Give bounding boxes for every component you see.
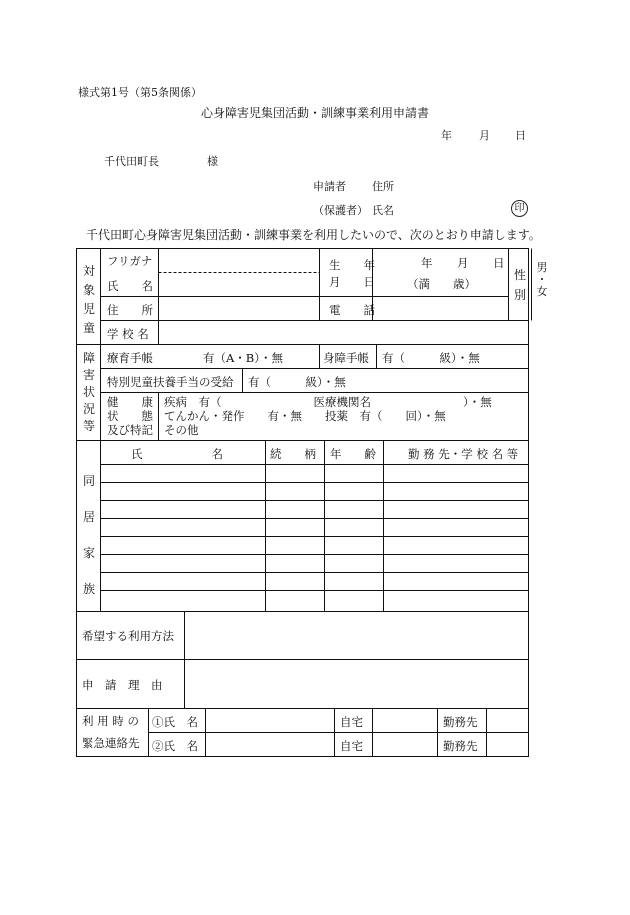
furigana-label: フリガナ [107, 254, 153, 268]
ryoiku-label: 療育手帳 [107, 351, 153, 365]
sex-label: 性 別 [513, 268, 526, 302]
emergency-label-1: 利 用 時 の [82, 714, 139, 728]
phone-label: 電 話 [329, 303, 375, 317]
form-number: 様式第1号（第5条関係） [78, 86, 202, 99]
birth-day: 日 [493, 256, 505, 270]
applicant-label: 申請者 [313, 180, 346, 193]
family-section-label: 同 居 家 族 [82, 474, 95, 596]
seal-mark: 印 [511, 200, 528, 217]
name-label: 氏名 [372, 204, 394, 217]
date-year-label: 年 [441, 129, 452, 142]
statement: 千代田町心身障害児集団活動・訓練事業を利用したいので、次のとおり申請します。 [86, 228, 541, 242]
child-section-label: 対 象 児 童 [82, 264, 95, 335]
reason-label: 申 請 理 由 [82, 678, 163, 692]
family-header-age: 年 齢 [330, 447, 376, 461]
birth-label-1: 生 年 [329, 258, 375, 272]
ryoiku-value: 有（A・B）・無 [203, 351, 284, 365]
child-name-label: 氏 名 [107, 279, 153, 293]
birth-year: 年 [421, 256, 433, 270]
contact-1-work-label: 勤務先 [443, 715, 478, 729]
date-day-label: 日 [515, 129, 526, 142]
birth-month: 月 [457, 256, 469, 270]
addressee: 千代田町長 [104, 155, 159, 168]
school-label: 学 校 名 [107, 327, 149, 341]
sex-options: 男 ・ 女 [536, 261, 548, 298]
guardian-label: （保護者） [313, 204, 368, 217]
family-header-workplace: 勤 務 先・学 校 名 等 [408, 447, 519, 461]
disability-section-label: 障 害 状 況 等 [82, 351, 95, 433]
child-address-label: 住 所 [107, 303, 153, 317]
shinsho-label: 身障手帳 [323, 351, 369, 365]
allowance-label: 特別児童扶養手当の受給 [107, 375, 234, 389]
family-header-name: 氏 名 [131, 447, 223, 461]
date-month-label: 月 [479, 129, 490, 142]
contact-1-home-label: 自宅 [340, 715, 363, 729]
contact-2-name-label: ②氏 名 [152, 739, 198, 753]
emergency-label-2: 緊急連絡先 [82, 736, 140, 750]
honorific: 様 [207, 155, 218, 168]
birth-label-2: 月 日 [329, 275, 375, 289]
contact-2-home-label: 自宅 [340, 739, 363, 753]
health-label: 健 康 状 態 及び特記 [107, 395, 153, 437]
age-label: （満 歳） [407, 277, 476, 291]
contact-2-work-label: 勤務先 [443, 739, 478, 753]
health-details: 疾病 有（ 医療機関名 ）・無 てんかん・発作 有・無 投薬 有（ 回）・無 その他 [164, 395, 492, 437]
contact-1-name-label: ①氏 名 [152, 715, 198, 729]
form-title: 心身障害児集団活動・訓練事業利用申請書 [201, 106, 430, 120]
allowance-value: 有（ 級）・無 [248, 375, 346, 389]
usage-label: 希望する利用方法 [82, 629, 174, 643]
address-label: 住所 [372, 180, 394, 193]
family-header-relation: 続 柄 [270, 447, 316, 461]
shinsho-value: 有（ 級）・無 [382, 351, 480, 365]
